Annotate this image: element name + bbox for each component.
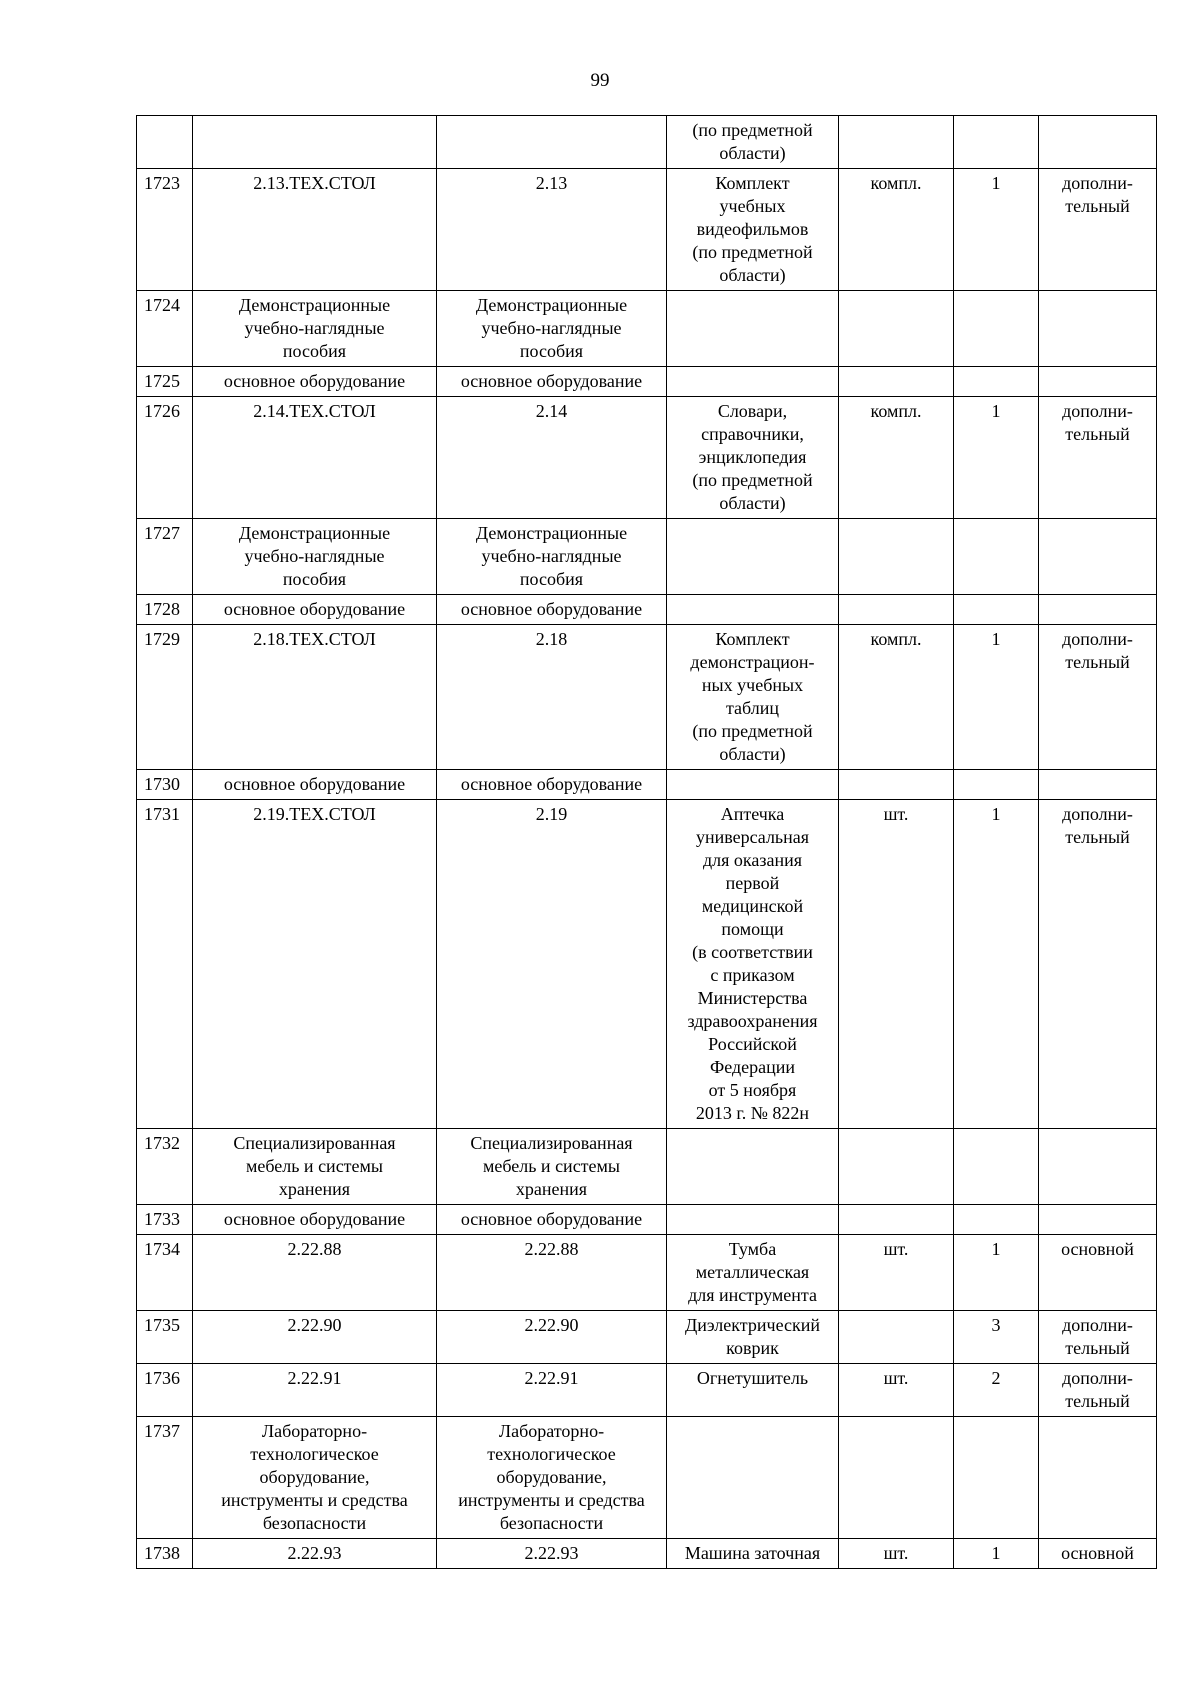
quantity-cell: 1 — [954, 625, 1039, 770]
item-name-cell: Машина заточная — [667, 1539, 839, 1569]
item-name-cell: Словари, справочники, энциклопедия (по предметной области) — [667, 397, 839, 519]
section-cell: 2.18 — [437, 625, 667, 770]
item-name-cell — [667, 1129, 839, 1205]
code-cell — [193, 116, 437, 169]
unit-cell — [839, 1129, 954, 1205]
table-row — [137, 1235, 1157, 1311]
unit-cell: компл. — [839, 397, 954, 519]
item-name-cell: Огнетушитель — [667, 1364, 839, 1417]
row-number-cell: 1724 — [137, 291, 193, 367]
item-name-cell — [667, 770, 839, 800]
row-number-cell: 1734 — [137, 1235, 193, 1311]
code-cell: 2.22.93 — [193, 1539, 437, 1569]
type-cell — [1039, 1417, 1157, 1539]
row-number-cell: 1728 — [137, 595, 193, 625]
item-name-cell: Аптечка универсальная для оказания первой медицинской помощи (в соответствии с приказом Министерства здравоохранения Российской Федерации от 5 ноября 2013 г. № 822н — [667, 800, 839, 1129]
type-cell — [1039, 1129, 1157, 1205]
unit-cell: компл. — [839, 169, 954, 291]
table-row — [137, 1539, 1157, 1569]
type-cell — [1039, 367, 1157, 397]
unit-cell: компл. — [839, 625, 954, 770]
row-number-cell: 1730 — [137, 770, 193, 800]
unit-cell — [839, 1417, 954, 1539]
code-cell: Лабораторно- технологическое оборудование, инструменты и средства безопасности — [193, 1417, 437, 1539]
section-cell: 2.22.90 — [437, 1311, 667, 1364]
quantity-cell: 1 — [954, 800, 1039, 1129]
type-cell — [1039, 1205, 1157, 1235]
section-cell: основное оборудование — [437, 770, 667, 800]
type-cell: дополни- тельный — [1039, 1364, 1157, 1417]
section-cell: 2.22.93 — [437, 1539, 667, 1569]
unit-cell — [839, 1311, 954, 1364]
type-cell — [1039, 291, 1157, 367]
quantity-cell — [954, 116, 1039, 169]
type-cell: дополни- тельный — [1039, 169, 1157, 291]
quantity-cell: 3 — [954, 1311, 1039, 1364]
type-cell: основной — [1039, 1235, 1157, 1311]
code-cell: 2.22.91 — [193, 1364, 437, 1417]
type-cell: дополни- тельный — [1039, 397, 1157, 519]
row-number-cell: 1729 — [137, 625, 193, 770]
table-body — [137, 116, 1157, 1569]
equipment-table — [136, 115, 1157, 1569]
section-cell: основное оборудование — [437, 1205, 667, 1235]
item-name-cell: Диэлектрический коврик — [667, 1311, 839, 1364]
table-row — [137, 169, 1157, 291]
table-row — [137, 116, 1157, 169]
section-cell: Специализированная мебель и системы хранения — [437, 1129, 667, 1205]
item-name-cell: (по предметной области) — [667, 116, 839, 169]
table-row — [137, 770, 1157, 800]
quantity-cell — [954, 770, 1039, 800]
item-name-cell — [667, 291, 839, 367]
section-cell: Лабораторно- технологическое оборудование, инструменты и средства безопасности — [437, 1417, 667, 1539]
row-number-cell: 1736 — [137, 1364, 193, 1417]
table-row — [137, 1205, 1157, 1235]
code-cell: Демонстрационные учебно-наглядные пособия — [193, 519, 437, 595]
quantity-cell — [954, 519, 1039, 595]
code-cell: основное оборудование — [193, 770, 437, 800]
quantity-cell — [954, 1417, 1039, 1539]
section-cell: основное оборудование — [437, 367, 667, 397]
item-name-cell — [667, 367, 839, 397]
row-number-cell: 1735 — [137, 1311, 193, 1364]
row-number-cell — [137, 116, 193, 169]
section-cell: 2.19 — [437, 800, 667, 1129]
item-name-cell: Комплект учебных видеофильмов (по предметной области) — [667, 169, 839, 291]
type-cell — [1039, 519, 1157, 595]
table-row — [137, 1311, 1157, 1364]
table-row — [137, 1417, 1157, 1539]
quantity-cell — [954, 291, 1039, 367]
table-row — [137, 595, 1157, 625]
row-number-cell: 1732 — [137, 1129, 193, 1205]
item-name-cell — [667, 1205, 839, 1235]
unit-cell — [839, 770, 954, 800]
row-number-cell: 1731 — [137, 800, 193, 1129]
item-name-cell: Тумба металлическая для инструмента — [667, 1235, 839, 1311]
unit-cell — [839, 519, 954, 595]
code-cell: 2.13.ТЕХ.СТОЛ — [193, 169, 437, 291]
table-row — [137, 1129, 1157, 1205]
type-cell: дополни- тельный — [1039, 800, 1157, 1129]
row-number-cell: 1738 — [137, 1539, 193, 1569]
section-cell: 2.22.91 — [437, 1364, 667, 1417]
item-name-cell — [667, 595, 839, 625]
type-cell — [1039, 770, 1157, 800]
code-cell: 2.22.88 — [193, 1235, 437, 1311]
table-row — [137, 367, 1157, 397]
section-cell: 2.13 — [437, 169, 667, 291]
quantity-cell: 1 — [954, 1235, 1039, 1311]
row-number-cell: 1723 — [137, 169, 193, 291]
code-cell: основное оборудование — [193, 1205, 437, 1235]
row-number-cell: 1737 — [137, 1417, 193, 1539]
code-cell: 2.22.90 — [193, 1311, 437, 1364]
item-name-cell — [667, 1417, 839, 1539]
quantity-cell: 1 — [954, 169, 1039, 291]
section-cell: 2.14 — [437, 397, 667, 519]
row-number-cell: 1727 — [137, 519, 193, 595]
code-cell: основное оборудование — [193, 367, 437, 397]
item-name-cell — [667, 519, 839, 595]
type-cell: основной — [1039, 1539, 1157, 1569]
table-row — [137, 625, 1157, 770]
quantity-cell — [954, 367, 1039, 397]
unit-cell: шт. — [839, 800, 954, 1129]
page-number: 99 — [590, 70, 610, 91]
table-row — [137, 519, 1157, 595]
type-cell: дополни- тельный — [1039, 625, 1157, 770]
quantity-cell: 1 — [954, 1539, 1039, 1569]
type-cell: дополни- тельный — [1039, 1311, 1157, 1364]
section-cell: основное оборудование — [437, 595, 667, 625]
section-cell — [437, 116, 667, 169]
section-cell: Демонстрационные учебно-наглядные пособия — [437, 519, 667, 595]
table-row — [137, 800, 1157, 1129]
quantity-cell — [954, 595, 1039, 625]
type-cell — [1039, 595, 1157, 625]
type-cell — [1039, 116, 1157, 169]
code-cell: Специализированная мебель и системы хранения — [193, 1129, 437, 1205]
row-number-cell: 1733 — [137, 1205, 193, 1235]
table-row — [137, 291, 1157, 367]
section-cell: 2.22.88 — [437, 1235, 667, 1311]
unit-cell: шт. — [839, 1539, 954, 1569]
unit-cell: шт. — [839, 1235, 954, 1311]
table-row — [137, 1364, 1157, 1417]
quantity-cell — [954, 1205, 1039, 1235]
code-cell: 2.14.ТЕХ.СТОЛ — [193, 397, 437, 519]
unit-cell — [839, 367, 954, 397]
unit-cell — [839, 595, 954, 625]
section-cell: Демонстрационные учебно-наглядные пособия — [437, 291, 667, 367]
item-name-cell: Комплект демонстрацион- ных учебных таблиц (по предметной области) — [667, 625, 839, 770]
unit-cell: шт. — [839, 1364, 954, 1417]
quantity-cell: 2 — [954, 1364, 1039, 1417]
row-number-cell: 1726 — [137, 397, 193, 519]
quantity-cell — [954, 1129, 1039, 1205]
table-row — [137, 397, 1157, 519]
quantity-cell: 1 — [954, 397, 1039, 519]
code-cell: Демонстрационные учебно-наглядные пособия — [193, 291, 437, 367]
unit-cell — [839, 116, 954, 169]
row-number-cell: 1725 — [137, 367, 193, 397]
code-cell: 2.19.ТЕХ.СТОЛ — [193, 800, 437, 1129]
unit-cell — [839, 291, 954, 367]
code-cell: основное оборудование — [193, 595, 437, 625]
code-cell: 2.18.ТЕХ.СТОЛ — [193, 625, 437, 770]
unit-cell — [839, 1205, 954, 1235]
